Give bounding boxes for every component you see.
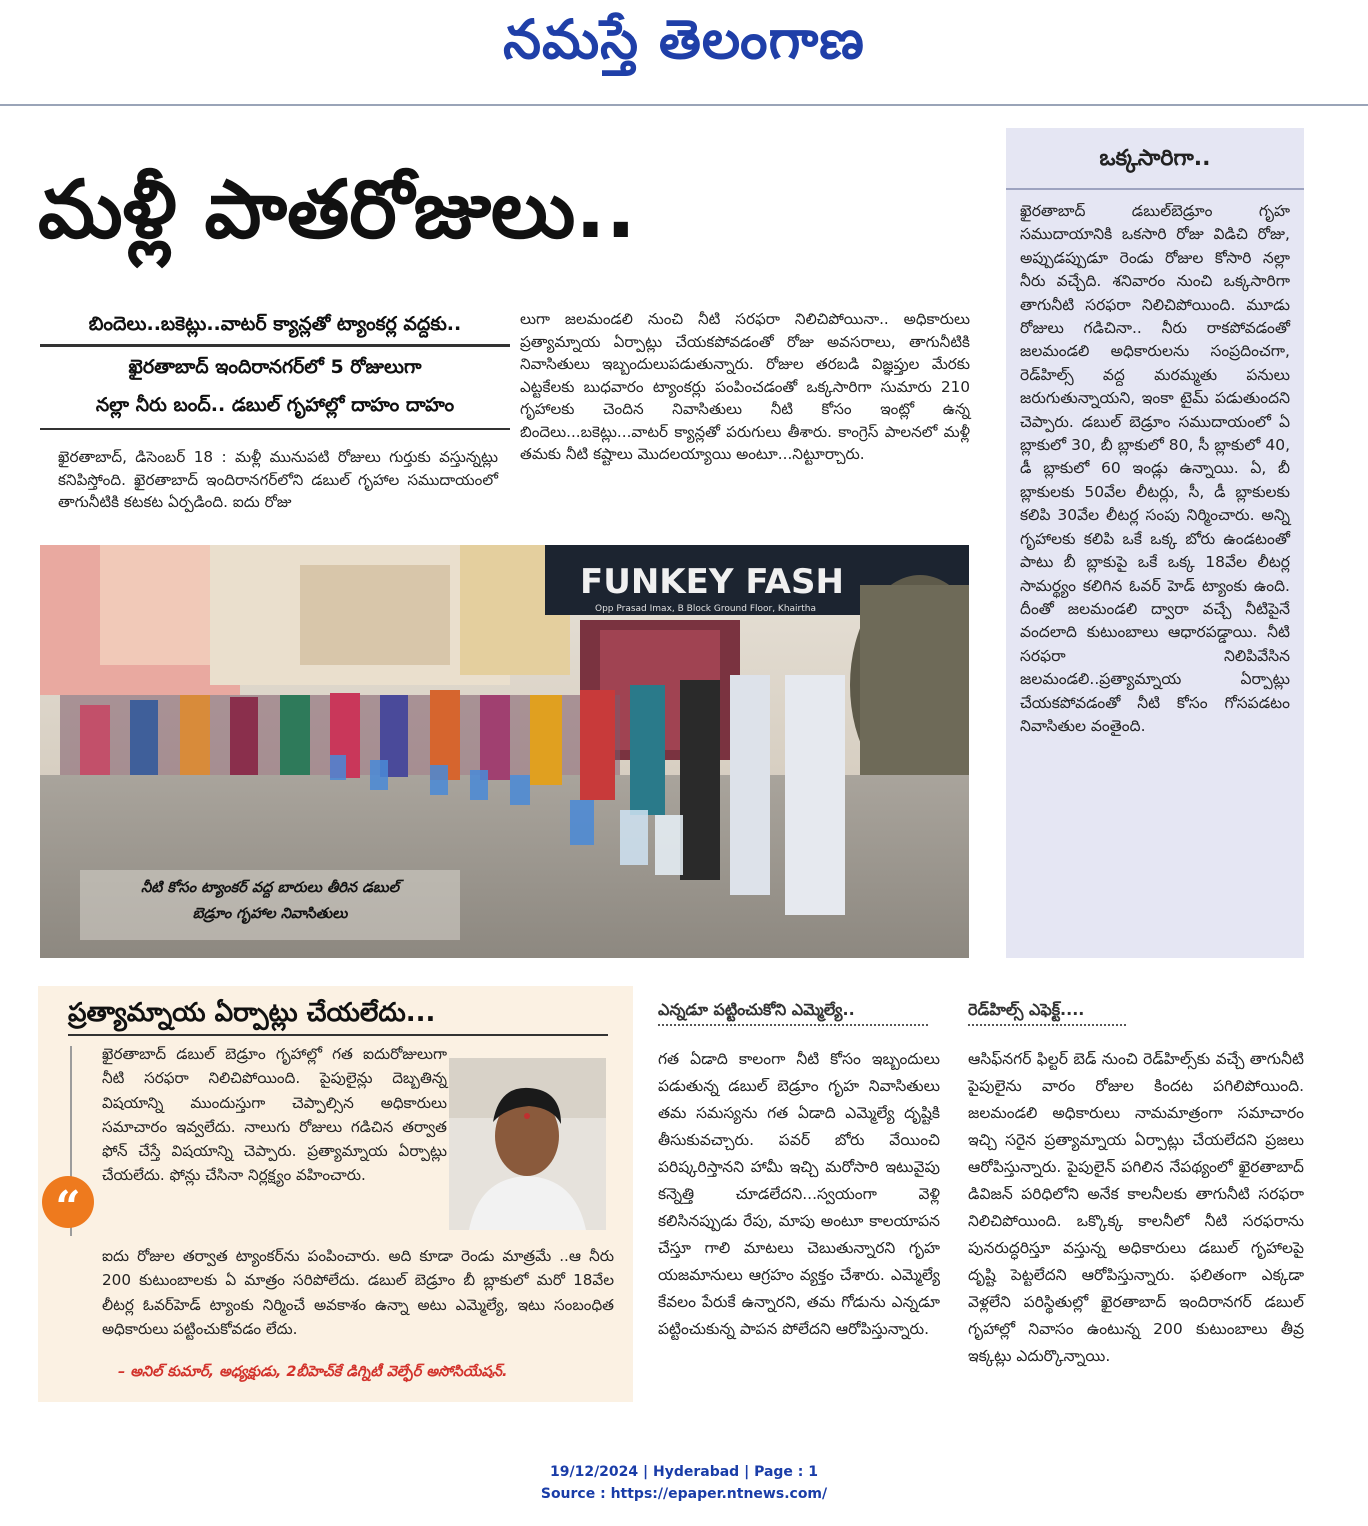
- article-subhead-3: నల్లా నీరు బంద్‌.. డబుల్‌ గృహాల్లో దాహం దాహం: [95, 394, 455, 416]
- newspaper-logo-title: నమస్తే తెలంగాణ: [503, 8, 865, 71]
- quote-box: [38, 986, 633, 1402]
- quote-text-top: ఖైరతాబాద్‌ డబుల్‌ బెడ్రూం గృహాల్లో గత ఐదురోజులుగా నీటి సరఫరా నిలిచిపోయింది. పైపులైన్లు దెబ్బతిన్న విషయాన్ని ముందుస్తుగా చెప్పాల్సిన అధికారులు సమాచారం ఇవ్వలేదు. నాలుగు రోజులు గడిచిన తర్వాత ఫోన్‌ చేస్తే విషయాన్ని చెప్పారు. ప్రత్యామ్నాయ ఏర్పాట్లు చేయలేదు. ఫోన్లు చేసినా నిర్లక్ష్యం వహించారు.: [102, 1045, 447, 1185]
- sidebar-box: [1006, 128, 1304, 958]
- photo-caption: [80, 875, 460, 927]
- article-column-2: లుగా జలమండలి నుంచి నీటి సరఫరా నిలిచిపోయినా.. అధికారులు ప్రత్యామ్నాయ ఏర్పాట్లు చేయకపోవడంతో రోజు అవసరాలు, తాగునీటికి నివాసితులు ఇబ్బందులుపడుతున్నారు. రోజుల తరబడి విజ్ఞప్తుల మేరకు ఎట్టకేలకు బుధవారం ట్యాంకర్లు పంపించడంతో ఒక్కసారిగా సుమారు 210 గృహాలకు చెందిన నివాసితులు నీటి కోసం ఇంట్లో ఉన్న బిందెలు...బకెట్లు...వాటర్‌ క్యాన్లతో పరుగులు తీశారు. కాంగ్రెస్‌ పాలనలో మళ్లీ తమకు నీటి కష్టాలు మొదలయ్యాయి అంటూ...నిట్టూర్చారు.: [520, 310, 970, 463]
- photo-caption-line-2: బెడ్రూం గృహాల నివాసితులు: [192, 906, 348, 922]
- mla-column-text: గత ఏడాది కాలంగా నీటి కోసం ఇబ్బందులు పడుతున్న డబుల్‌ బెడ్రూం గృహ నివాసితులు తమ సమస్యను గత ఏడాది ఎమ్మెల్యే దృష్టికి తీసుకువచ్చారు. పవర్‌ బోరు వేయించి పరిష్కరిస్తానని హామీ ఇచ్చి మరోసారి ఇటువైపు కన్నెత్తి చూడలేదని...స్వయంగా వెళ్లి కలిసినప్పుడు రేపు, మాపు అంటూ కాలయాపన చేస్తూ గాలి మాటలు చెబుతున్నారని గృహ యజమానులు ఆగ్రహం వ్యక్తం చేశారు. ఎమ్మెల్యే కేవలం పేరుకే ఉన్నారని, తమ గోడును ఎన్నడూ పట్టించుకున్న పాపన పోలేదని ఆరోపిస్తున్నారు.: [658, 1050, 940, 1338]
- sidebar-text: ఖైరతాబాద్‌ డబుల్‌బెడ్రూం గృహ సముదాయానికి ఒకసారి రోజు విడిచి రోజు, అప్పుడప్పుడూ రెండు రోజుల కోసారి నల్లా నీరు వచ్చేది. శనివారం నుంచి ఒక్కసారిగా తాగునీటి సరఫరా నిలిచిపోయింది. మూడు రోజులు గడిచినా.. నీరు రాకపోవడంతో జలమండలి అధికారులను సంప్రదించగా, రెడ్‌హిల్స్‌ వద్ద మరమ్మతు పనులు జరుగుతున్నాయని, ఇంకా టైమ్‌ పడుతుందని చెప్పారు. డబుల్‌ బెడ్రూం సముదాయంలో ఏ బ్లాకులో 30, బీ బ్లాకులో 80, సీ బ్లాకులో 40, డీ బ్లాకులో 60 ఇండ్లు ఉన్నాయి. ఏ, బీ బ్లాకులకు 50వేల లీటర్లు, సీ, డీ బ్లాకులకు కలిపి 30వేల లీటర్ల సంపు నిర్మించారు. అన్ని గృహాలకు కలిపి ఒకే ఒక్క బోరు ఉండటంతో పాటు బీ బ్లాకుపై ఒకే ఒక్క 18వేల లీటర్ల సామర్థ్యం కలిగిన ఓవర్‌ హెడ్‌ ట్యాంకు ఉంది. దీంతో జలమండలి ద్వారా వచ్చే నీటిపైనే వందలాది కుటుంబాలు ఆధారపడ్డాయి. నీటి సరఫరా నిలిపివేసిన జలమండలి..ప్రత్యామ్నాయ ఏర్పాట్లు చేయకపోవడంతో నీటి కోసం గోసపడటం నివాసితుల వంతైంది.: [1020, 202, 1290, 735]
- masthead-divider: [0, 104, 1368, 106]
- sidebar-title: ఒక్కసారిగా..: [1006, 128, 1304, 190]
- footer-date-page: 19/12/2024 | Hyderabad | Page : 1: [549, 1464, 819, 1480]
- news-photo: [40, 545, 969, 958]
- quote-mark-icon: “: [42, 1176, 94, 1228]
- mla-column-title: ఎన్నడూ పట్టించుకోని ఎమ్మెల్యే..: [658, 1000, 855, 1019]
- article-column-1: ఖైరతాబాద్‌, డిసెంబర్‌ 18 : మళ్లీ మునుపటి రోజులు గుర్తుకు వస్తున్నట్లు కనిపిస్తోంది. ఖైరతాబాద్‌ ఇందిరానగర్‌లోని డబుల్‌ గృహాల సముదాయంలో తాగునీటికి కటకట ఏర్పడింది. ఐదు రోజు: [58, 448, 498, 511]
- shop-sign-text: FUNKEY FASH: [580, 562, 844, 602]
- subhead-divider: [40, 428, 510, 430]
- footer-source-link[interactable]: Source : https://epaper.ntnews.com/: [540, 1486, 828, 1502]
- subhead-divider: [40, 344, 510, 347]
- redhills-column-title-underline: [968, 1024, 1126, 1026]
- shop-sign-subtext: Opp Prasad Imax, B Block Ground Floor, Khairtha: [595, 604, 817, 614]
- quote-attribution: – అనిల్‌ కుమార్‌, అధ్యక్షుడు, 2బీహెచ్‌కే డిగ్నిటీ వెల్ఫేర్‌ అసోసియేషన్‌.: [118, 1364, 508, 1380]
- article-subhead-2: ఖైరతాబాద్‌ ఇందిరానగర్‌లో 5 రోజులుగా: [128, 356, 422, 378]
- quote-text-bottom: ఐదు రోజుల తర్వాత ట్యాంకర్‌ను పంపించారు. అది కూడా రెండు మాత్రమే ..ఆ నీరు 200 కుటుంబాలకు ఏ మాత్రం సరిపోలేదు. డబుల్‌ బెడ్రూం బీ బ్లాకులో మరో 18వేల లీటర్ల ఓవర్‌హెడ్‌ ట్యాంకు నిర్మించే అవకాశం ఉన్నా అటు ఎమ్మెల్యే, ఇటు సంబంధిత అధికారులు పట్టించుకోవడం లేదు.: [102, 1247, 614, 1338]
- article-headline: మళ్లీ పాతరోజులు..: [38, 163, 637, 256]
- masthead: [0, 0, 1368, 90]
- quote-box-title: ప్రత్యామ్నాయ ఏర్పాట్లు చేయలేదు...: [68, 998, 436, 1028]
- redhills-column-text: ఆసిఫ్‌నగర్‌ ఫిల్టర్‌ బెడ్‌ నుంచి రెడ్‌హిల్స్‌కు వచ్చే తాగునీటి పైపులైను వారం రోజుల కిందట పగిలిపోయింది. జలమండలి అధికారులు నామమాత్రంగా సమాచారం ఇచ్చి సరైన ప్రత్యామ్నాయ ఏర్పాట్లు చేయలేదని ప్రజలు ఆరోపిస్తున్నారు. పైపులైన్‌ పగిలిన నేపథ్యంలో ఖైరతాబాద్‌ డివిజన్‌ పరిధిలోని అనేక కాలనీలకు తాగునీటి సరఫరా నిలిచిపోయింది. ఒక్కొక్క కాలనీలో నీటి సరఫరాను పునరుద్ధరిస్తూ వస్తున్న అధికారులు డబుల్‌ గృహాలపై దృష్టి పెట్టలేదని ఆరోపిస్తున్నారు. ఫలితంగా ఎక్కడా వెళ్లలేని పరిస్థితుల్లో ఖైరతాబాద్‌ ఇందిరానగర్‌ డబుల్‌ గృహాల్లో నివాసం ఉంటున్న 200 కుటుంబాలు తీవ్ర ఇక్కట్లు ఎదుర్కొన్నాయి.: [968, 1050, 1304, 1365]
- portrait-photo: [449, 1058, 606, 1230]
- article-subhead-1: బిందెలు..బకెట్లు..వాటర్‌ క్యాన్లతో ట్యాంకర్ల వద్దకు..: [88, 313, 462, 335]
- person-portrait-icon: [449, 1058, 606, 1230]
- photo-caption-line-1: నీటి కోసం ట్యాంకర్‌ వద్ద బారులు తీరిన డబుల్‌: [140, 880, 400, 896]
- mla-column-title-underline: [658, 1024, 928, 1026]
- quote-title-divider: [68, 1034, 608, 1036]
- redhills-column-title: రెడ్‌హిల్స్‌ ఎఫెక్ట్‌....: [968, 1000, 1085, 1019]
